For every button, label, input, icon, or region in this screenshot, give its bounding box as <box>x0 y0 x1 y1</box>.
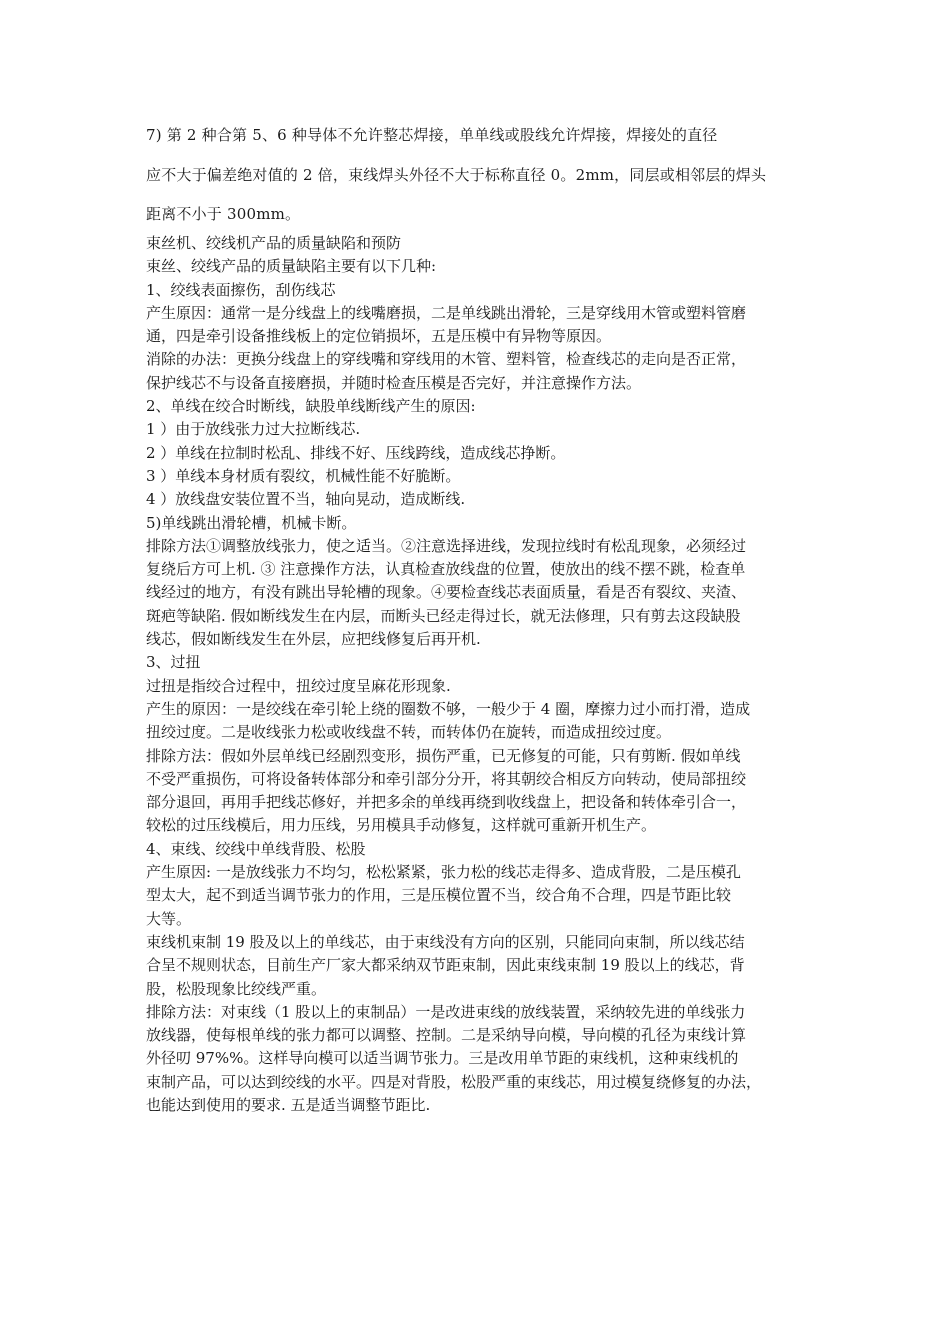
text-line: 型太大，起不到适当调节张力的作用，三是压模位置不当，绞合角不合理，四是节距比较 <box>146 886 732 905</box>
text-line: 束制产品，可以达到绞线的水平。四是对背股，松股严重的束线芯，用过模复绕修复的办法， <box>146 1072 762 1091</box>
section-heading: 4、束线、绞线中单线背股、松股 <box>146 839 366 858</box>
text-line: 放线器，使每根单线的张力都可以调整、控制。二是采纳导向模，导向模的孔径为束线计算 <box>146 1026 747 1045</box>
text-line: 3 ）单线本身材质有裂纹，机械性能不好脆断。 <box>146 466 461 485</box>
text-line: 复绕后方可上机. ③ 注意操作方法，认真检查放线盘的位置，使放出的线不摆不跳，检查单 <box>146 560 746 579</box>
intro-line-3: 距离不小于 300mm。 <box>146 205 301 223</box>
text-line: 束线机束制 19 股及以上的单线芯，由于束线没有方向的区别，只能同向束制，所以线芯结 <box>146 932 745 951</box>
intro-line-1: 7) 第 2 种合第 5、6 种导体不允许整芯焊接，单单线或股线允许焊接，焊接处的直径 <box>146 126 718 144</box>
section-heading: 3、过扭 <box>146 653 201 672</box>
document-body <box>146 232 816 1117</box>
section-title: 束丝机、绞线机产品的质量缺陷和预防 <box>146 234 402 252</box>
text-line: 5)单线跳出滑轮槽，机械卡断。 <box>146 513 357 532</box>
text-line: 1 ）由于放线张力过大拉断线芯. <box>146 420 361 439</box>
text-line: 合呈不规则状态，目前生产厂家大都采纳双节距束制，因此束线束制 19 股以上的线芯，背 <box>146 956 745 975</box>
text-line: 外径叨 97%%。这样导向模可以适当调节张力。三是改用单节距的束线机，这种束线机的 <box>146 1049 739 1068</box>
intro-line-2: 应不大于偏差绝对值的 2 倍，束线焊头外径不大于标称直径 0。2mm，同层或相邻层的焊头 <box>146 166 767 184</box>
text-line: 排除方法：对束线（1 股以上的束制品）一是改进束线的放线装置，采纳较先进的单线张力 <box>146 1002 746 1021</box>
text-line: 消除的办法：更换分线盘上的穿线嘴和穿线用的木管、塑料管，检查线芯的走向是否正常， <box>146 350 747 369</box>
text-line: 斑疤等缺陷. 假如断线发生在内层，而断头已经走得过长，就无法修理，只有剪去这段缺股 <box>146 606 741 625</box>
text-line: 也能达到使用的要求. 五是适当调整节距比. <box>146 1095 431 1114</box>
text-line: 束丝、绞线产品的质量缺陷主要有以下几种: <box>146 257 437 276</box>
text-line: 排除方法：假如外层单线已经剧烈变形，损伤严重，已无修复的可能，只有剪断. 假如单线 <box>146 746 741 765</box>
text-line: 大等。 <box>146 909 192 928</box>
text-line: 不受严重损伤，可将设备转体部分和牵引部分分开，将其朝绞合相反方向转动，使局部扭绞 <box>146 769 747 788</box>
text-line: 较松的过压线模后，用力压线，另用模具手动修复，这样就可重新开机生产。 <box>146 816 657 835</box>
text-line: 产生的原因：一是绞线在牵引轮上绕的圈数不够，一般少于 4 圈，摩擦力过小而打滑，造成 <box>146 699 751 718</box>
text-line: 排除方法①调整放线张力，使之适当。②注意选择进线，发现拉线时有松乱现象，必须经过 <box>146 536 747 555</box>
text-line: 通，四是牵引设备推线板上的定位销损坏，五是压模中有异物等原因。 <box>146 327 612 346</box>
text-line: 产生原因: 一是放线张力不均匀，松松紧紧，张力松的线芯走得多、造成背股，二是压模孔 <box>146 863 741 882</box>
text-line: 线经过的地方，有没有跳出导轮槽的现象。④要检查线芯表面质量，看是否有裂纹、夹渣、 <box>146 583 747 602</box>
text-line: 4 ）放线盘安装位置不当，轴向晃动，造成断线. <box>146 490 466 509</box>
text-line: 股，松股现象比绞线严重。 <box>146 979 327 998</box>
text-line: 扭绞过度。二是收线张力松或收线盘不转，而转体仍在旋转，而造成扭绞过度。 <box>146 723 672 742</box>
text-line: 部分退回，再用手把线芯修好，并把多余的单线再绕到收线盘上，把设备和转体牵引合一， <box>146 793 747 812</box>
section-heading: 1、绞线表面擦伤，刮伤线芯 <box>146 280 336 299</box>
section-heading: 2、单线在绞合时断线，缺股单线断线产生的原因: <box>146 397 476 416</box>
text-line: 过扭是指绞合过程中，扭绞过度呈麻花形现象. <box>146 676 451 695</box>
text-line: 2 ）单线在拉制时松乱、排线不好、压线跨线，造成线芯挣断。 <box>146 443 566 462</box>
text-line: 产生原因：通常一是分线盘上的线嘴磨损，二是单线跳出滑轮，三是穿线用木管或塑料管磨 <box>146 303 747 322</box>
text-line: 线芯，假如断线发生在外层，应把线修复后再开机. <box>146 630 481 649</box>
text-line: 保护线芯不与设备直接磨损，并随时检查压模是否完好，并注意操作方法。 <box>146 373 642 392</box>
